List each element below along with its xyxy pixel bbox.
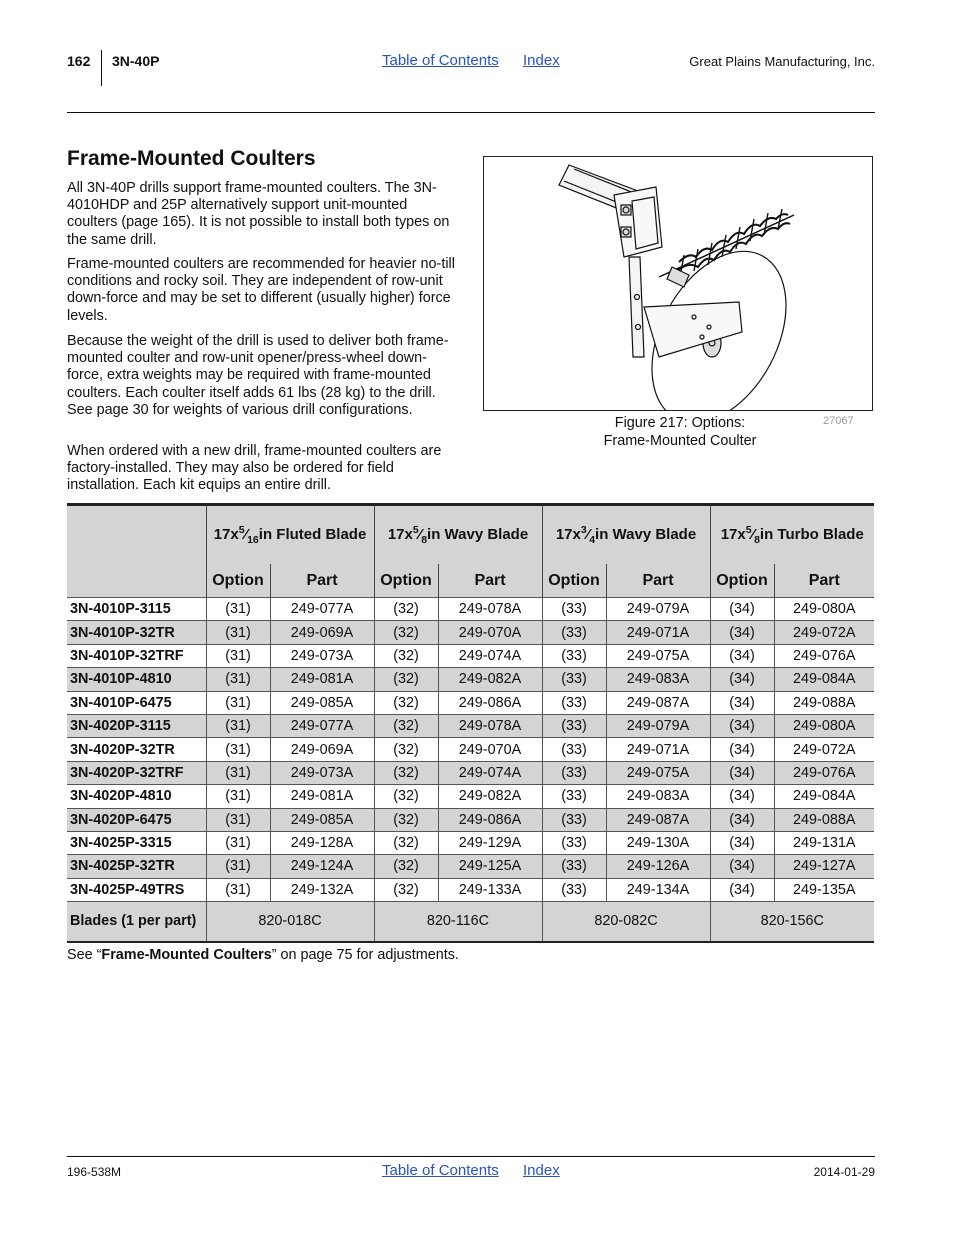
- blade-header-3: $17x^3⁄_4in$ Wavy Blade: [542, 505, 710, 565]
- option-cell: (33): [542, 738, 606, 761]
- part-cell: 249-075A: [606, 644, 710, 667]
- parts-table-body: [67, 598, 874, 942]
- option-cell: (33): [542, 831, 606, 854]
- option-cell: (33): [542, 855, 606, 878]
- blade-part-cell: 820-018C: [206, 902, 374, 942]
- part-cell: 249-083A: [606, 785, 710, 808]
- option-cell: (34): [710, 668, 774, 691]
- part-cell: 249-076A: [774, 644, 874, 667]
- document-date: 2014-01-29: [813, 1165, 875, 1179]
- document-number: 196-538M: [67, 1165, 122, 1179]
- part-cell: 249-074A: [438, 644, 542, 667]
- model-cell: 3N-4025P-32TR: [67, 855, 206, 878]
- model-cell: 3N-4025P-49TRS: [67, 878, 206, 901]
- option-cell: (31): [206, 761, 270, 784]
- table-of-contents-link[interactable]: Table of Contents: [382, 52, 499, 69]
- option-cell: (32): [374, 621, 438, 644]
- option-cell: (34): [710, 691, 774, 714]
- option-cell: (34): [710, 621, 774, 644]
- option-cell: (33): [542, 761, 606, 784]
- option-cell: (34): [710, 808, 774, 831]
- model-cell: 3N-4020P-32TR: [67, 738, 206, 761]
- blade-part-cell: 820-116C: [374, 902, 542, 942]
- part-cell: 249-079A: [606, 598, 710, 621]
- part-cell: 249-087A: [606, 691, 710, 714]
- option-header: Option: [710, 564, 774, 598]
- figure-caption: [560, 414, 800, 450]
- part-cell: 249-133A: [438, 878, 542, 901]
- paragraph-2: Frame-mounted coulters are recommended for heavier no-till conditions and rocky soil. They are independent of row-unit down-force and may be set to different (usually higher) force levels.: [67, 256, 455, 324]
- option-cell: (34): [710, 831, 774, 854]
- paragraph-4: When ordered with a new drill, frame-mounted coulters are factory-installed. They may also be ordered for field installation. Each kit equips an entire drill.: [67, 443, 442, 494]
- option-cell: (34): [710, 785, 774, 808]
- table-row: [67, 761, 874, 784]
- section-title: Frame-Mounted Coulters: [67, 147, 316, 170]
- part-cell: 249-125A: [438, 855, 542, 878]
- table-row: [67, 714, 874, 737]
- paragraph-3: Because the weight of the drill is used to deliver both frame-mounted coulter and row-unit opener/press-wheel down-force, extra weights may be required with frame-mounted coulters. Each coulter itself adds 61 lbs (28 kg) to the drill. See page 30 for weights of various drill configurations.: [67, 333, 449, 418]
- option-cell: (32): [374, 761, 438, 784]
- part-cell: 249-084A: [774, 785, 874, 808]
- part-cell: 249-071A: [606, 621, 710, 644]
- figure-frame: [483, 156, 873, 411]
- model-cell: 3N-4020P-6475: [67, 808, 206, 831]
- part-header: Part: [774, 564, 874, 598]
- coulter-illustration: [484, 157, 872, 410]
- option-cell: (31): [206, 714, 270, 737]
- part-cell: 249-128A: [270, 831, 374, 854]
- part-cell: 249-132A: [270, 878, 374, 901]
- part-cell: 249-088A: [774, 691, 874, 714]
- part-cell: 249-124A: [270, 855, 374, 878]
- part-cell: 249-075A: [606, 761, 710, 784]
- figure-caption-line-2: Frame-Mounted Coulter: [603, 433, 757, 449]
- option-header: Option: [206, 564, 270, 598]
- part-cell: 249-079A: [606, 714, 710, 737]
- part-header: Part: [606, 564, 710, 598]
- option-cell: (31): [206, 644, 270, 667]
- part-cell: 249-074A: [438, 761, 542, 784]
- part-cell: 249-087A: [606, 808, 710, 831]
- part-cell: 249-129A: [438, 831, 542, 854]
- part-cell: 249-086A: [438, 691, 542, 714]
- option-cell: (34): [710, 738, 774, 761]
- part-cell: 249-069A: [270, 621, 374, 644]
- model-cell: 3N-4025P-3315: [67, 831, 206, 854]
- model-cell: 3N-4010P-32TR: [67, 621, 206, 644]
- header-divider: [101, 50, 102, 86]
- part-cell: 249-077A: [270, 714, 374, 737]
- option-cell: (32): [374, 738, 438, 761]
- option-cell: (32): [374, 831, 438, 854]
- blade-header-2: $17x^5⁄_8in$ Wavy Blade: [374, 505, 542, 565]
- page-number: 162: [67, 53, 91, 69]
- figure-caption-line-1: Figure 217: Options:: [614, 415, 746, 431]
- option-cell: (33): [542, 785, 606, 808]
- part-cell: 249-084A: [774, 668, 874, 691]
- option-cell: (33): [542, 644, 606, 667]
- header-rule: [67, 112, 875, 113]
- coulter-parts-table: [67, 503, 874, 943]
- footer-index-link[interactable]: Index: [523, 1162, 560, 1179]
- option-cell: (34): [710, 598, 774, 621]
- table-row: [67, 785, 874, 808]
- part-cell: 249-130A: [606, 831, 710, 854]
- part-cell: 249-069A: [270, 738, 374, 761]
- footer-rule: [67, 1156, 875, 1157]
- model-header: [67, 505, 206, 598]
- part-header: Part: [270, 564, 374, 598]
- option-cell: (31): [206, 855, 270, 878]
- option-cell: (33): [542, 808, 606, 831]
- company-name: Great Plains Manufacturing, Inc.: [689, 54, 875, 69]
- part-cell: 249-070A: [438, 738, 542, 761]
- table-row: [67, 598, 874, 621]
- table-row: [67, 738, 874, 761]
- adjustment-note: See “Frame-Mounted Coulters” on page 75 for adjustments.: [67, 947, 459, 963]
- paragraph-1: All 3N-40P drills support frame-mounted coulters. The 3N-4010HDP and 25P alternatively support unit-mounted coulters (page 165). It is not possible to install both types on the same drill.: [67, 180, 450, 248]
- option-cell: (32): [374, 644, 438, 667]
- part-cell: 249-081A: [270, 668, 374, 691]
- footer-table-of-contents-link[interactable]: Table of Contents: [382, 1162, 499, 1179]
- table-row: [67, 621, 874, 644]
- model-cell: 3N-4020P-32TRF: [67, 761, 206, 784]
- part-cell: 249-072A: [774, 621, 874, 644]
- part-cell: 249-078A: [438, 714, 542, 737]
- table-row: [67, 831, 874, 854]
- option-cell: (33): [542, 621, 606, 644]
- figure-number: 27067: [823, 415, 854, 427]
- option-cell: (33): [542, 598, 606, 621]
- option-cell: (33): [542, 668, 606, 691]
- part-cell: 249-076A: [774, 761, 874, 784]
- option-cell: (31): [206, 621, 270, 644]
- part-cell: 249-078A: [438, 598, 542, 621]
- note-reference: Frame-Mounted Coulters: [101, 947, 272, 963]
- blade-header-4: $17x^5⁄_8in$ Turbo Blade: [710, 505, 874, 565]
- option-cell: (31): [206, 738, 270, 761]
- table-row: [67, 808, 874, 831]
- model-cell: 3N-4010P-6475: [67, 691, 206, 714]
- part-cell: 249-126A: [606, 855, 710, 878]
- blade-header-1: $17x^5⁄_{16}in$ Fluted Blade: [206, 505, 374, 565]
- option-cell: (34): [710, 644, 774, 667]
- option-cell: (31): [206, 691, 270, 714]
- part-cell: 249-082A: [438, 668, 542, 691]
- model-cell: 3N-4010P-32TRF: [67, 644, 206, 667]
- model-cell: 3N-4020P-4810: [67, 785, 206, 808]
- option-cell: (32): [374, 598, 438, 621]
- option-cell: (34): [710, 878, 774, 901]
- option-cell: (32): [374, 855, 438, 878]
- table-row: [67, 668, 874, 691]
- blades-label: Blades (1 per part): [67, 902, 206, 942]
- option-cell: (34): [710, 714, 774, 737]
- part-cell: 249-070A: [438, 621, 542, 644]
- part-cell: 249-077A: [270, 598, 374, 621]
- part-cell: 249-085A: [270, 691, 374, 714]
- table-row: [67, 878, 874, 901]
- option-cell: (32): [374, 668, 438, 691]
- option-header: Option: [542, 564, 606, 598]
- blade-part-cell: 820-082C: [542, 902, 710, 942]
- option-cell: (32): [374, 785, 438, 808]
- part-cell: 249-080A: [774, 714, 874, 737]
- option-cell: (31): [206, 785, 270, 808]
- option-cell: (33): [542, 878, 606, 901]
- option-cell: (34): [710, 761, 774, 784]
- option-cell: (33): [542, 691, 606, 714]
- option-cell: (31): [206, 808, 270, 831]
- option-cell: (32): [374, 878, 438, 901]
- part-cell: 249-131A: [774, 831, 874, 854]
- model-cell: 3N-4010P-3115: [67, 598, 206, 621]
- part-cell: 249-071A: [606, 738, 710, 761]
- part-cell: 249-088A: [774, 808, 874, 831]
- table-row: [67, 855, 874, 878]
- option-cell: (32): [374, 691, 438, 714]
- index-link[interactable]: Index: [523, 52, 560, 69]
- part-cell: 249-081A: [270, 785, 374, 808]
- option-cell: (31): [206, 668, 270, 691]
- part-cell: 249-083A: [606, 668, 710, 691]
- option-cell: (31): [206, 831, 270, 854]
- part-cell: 249-085A: [270, 808, 374, 831]
- option-cell: (33): [542, 714, 606, 737]
- part-cell: 249-134A: [606, 878, 710, 901]
- option-cell: (34): [710, 855, 774, 878]
- part-cell: 249-086A: [438, 808, 542, 831]
- part-cell: 249-073A: [270, 644, 374, 667]
- part-cell: 249-072A: [774, 738, 874, 761]
- option-header: Option: [374, 564, 438, 598]
- part-cell: 249-127A: [774, 855, 874, 878]
- table-row: [67, 644, 874, 667]
- part-cell: 249-073A: [270, 761, 374, 784]
- table-row: [67, 691, 874, 714]
- model-cell: 3N-4010P-4810: [67, 668, 206, 691]
- model-cell: 3N-4020P-3115: [67, 714, 206, 737]
- option-cell: (31): [206, 878, 270, 901]
- part-cell: 249-082A: [438, 785, 542, 808]
- part-cell: 249-080A: [774, 598, 874, 621]
- option-cell: (32): [374, 808, 438, 831]
- model-name: 3N-40P: [112, 53, 160, 69]
- option-cell: (31): [206, 598, 270, 621]
- blade-part-cell: 820-156C: [710, 902, 874, 942]
- blades-row: [67, 902, 874, 942]
- part-cell: 249-135A: [774, 878, 874, 901]
- part-header: Part: [438, 564, 542, 598]
- option-cell: (32): [374, 714, 438, 737]
